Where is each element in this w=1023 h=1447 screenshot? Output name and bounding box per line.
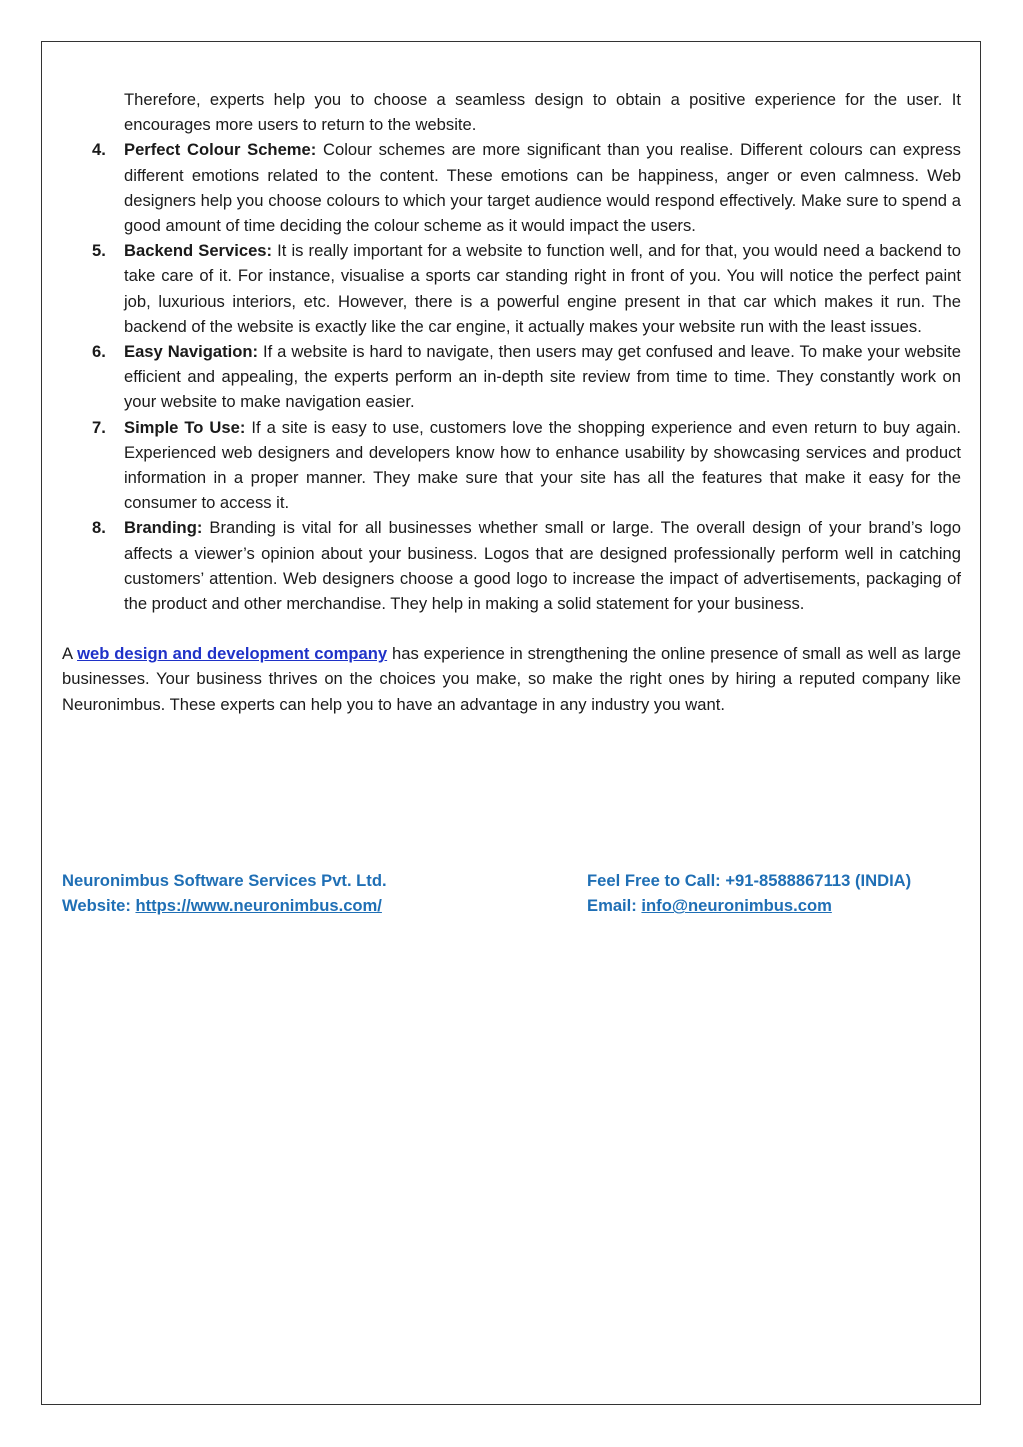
- web-design-company-link[interactable]: web design and development company: [77, 644, 388, 664]
- list-text: Colour schemes are more significant than you realise. Different colours can express different emotions related to the content. These emotions can be happiness, anger or even calmness. Web designers help you choose colours to which your target audience would respond effectively. Make sure to spend a good amount of time deciding the colour scheme as it would impact the users.: [124, 140, 961, 236]
- list-item-simple-to-use: [62, 415, 961, 516]
- website-link[interactable]: https://www.neuronimbus.com/: [135, 896, 382, 916]
- closing-prefix: A: [62, 644, 78, 664]
- email-line: [587, 893, 911, 918]
- list-number: 4.: [92, 140, 106, 160]
- website-label: Website:: [62, 896, 136, 916]
- list-item-easy-navigation: [62, 339, 961, 415]
- closing-paragraph: [62, 641, 961, 717]
- list-number: 5.: [92, 241, 106, 261]
- list-term: Perfect Colour Scheme:: [124, 140, 317, 160]
- list-text: If a website is hard to navigate, then users may get confused and leave. To make your website efficient and appealing, the experts perform an in-depth site review from time to time. They constantly work on your website to make navigation easier.: [124, 342, 961, 412]
- company-name: Neuronimbus Software Services Pvt. Ltd.: [62, 871, 387, 890]
- list-number: 8.: [92, 518, 106, 538]
- closing-suffix: has experience in strengthening the online presence of small as well as large businesses. Your business thrives on the choices you make, so make the right ones by hiring a reputed company like Neuronimbus. These experts can help you to have an advantage in any industry you want.: [62, 644, 961, 714]
- footer-left-column: [62, 868, 387, 918]
- list-item-colour-scheme: [62, 137, 961, 238]
- benefits-list: [62, 137, 961, 616]
- list-term: Branding:: [124, 518, 203, 538]
- call-info: Feel Free to Call: +91-8588867113 (INDIA): [587, 871, 912, 890]
- footer-right-column: [587, 868, 911, 918]
- list-text: If a site is easy to use, customers love the shopping experience and even return to buy again. Experienced web designers and developers know how to enhance usability by showcasing services and product information in a proper manner. They make sure that your site has all the features that make it easy for the consumer to access it.: [124, 417, 961, 513]
- list-term: Easy Navigation:: [124, 342, 259, 362]
- list-item-backend-services: [62, 238, 961, 339]
- intro-continuation: Therefore, experts help you to choose a seamless design to obtain a positive experience for the user. It encourages more users to return to the website.: [124, 90, 961, 135]
- email-label: Email:: [587, 896, 642, 916]
- list-number: 7.: [92, 417, 106, 437]
- list-item-branding: [62, 515, 961, 616]
- email-link[interactable]: info@neuronimbus.com: [641, 896, 832, 916]
- list-term: Backend Services:: [124, 241, 273, 261]
- list-term: Simple To Use:: [124, 417, 246, 437]
- website-line: [62, 893, 387, 918]
- list-text: Branding is vital for all businesses whether small or large. The overall design of your brand’s logo affects a viewer’s opinion about your business. Logos that are designed professionally perform well in catching customers’ attention. Web designers choose a good logo to increase the impact of advertisements, packaging of the product and other merchandise. They help in making a solid statement for your business.: [124, 518, 961, 614]
- list-text: It is really important for a website to function well, and for that, you would need a backend to take care of it. For instance, visualise a sports car standing right in front of you. You will notice the perfect paint job, luxurious interiors, etc. However, there is a powerful engine present in that car which makes it run. The backend of the website is exactly like the car engine, it actually makes your website run with the least issues.: [124, 241, 961, 336]
- list-number: 6.: [92, 342, 106, 362]
- document-body: [62, 87, 961, 717]
